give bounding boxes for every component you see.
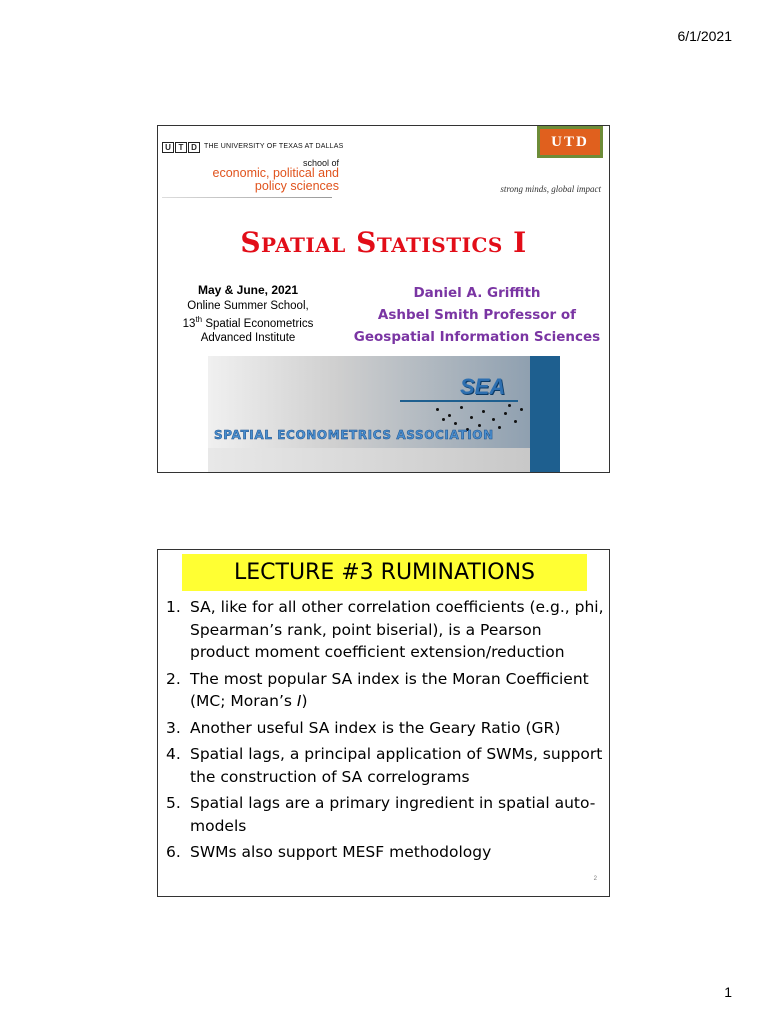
- list-item: [166, 717, 606, 740]
- event-line: Online Summer School,: [187, 300, 309, 312]
- page-number: 1: [724, 984, 732, 1000]
- list-item-number: 5.: [166, 794, 181, 812]
- list-item-text-italic: I: [296, 692, 302, 710]
- list-item-number: 4.: [166, 745, 181, 763]
- title-slide: [157, 125, 610, 473]
- list-item-text: Spatial lags are a primary ingredient in spatial auto-models: [190, 794, 596, 835]
- list-item-text: SA, like for all other correlation coefficients (e.g., phi, Spearman’s rank, point biserial), is a Pearson product moment coefficient extension/reduction: [190, 598, 604, 661]
- utd-logo-letter: D: [188, 142, 200, 153]
- presenter-info: [346, 282, 608, 348]
- list-item-text-part: The most popular SA index is the Moran Coefficient (MC; Moran’s: [190, 669, 589, 710]
- ruminations-slide: [157, 549, 610, 897]
- sea-banner-sidebar: [530, 356, 560, 473]
- sea-dot: [448, 414, 451, 417]
- list-item-number: 2.: [166, 669, 181, 688]
- sea-dot: [454, 422, 457, 425]
- sea-dot: [436, 408, 439, 411]
- list-item-number: 6.: [166, 843, 181, 861]
- ruminations-list: [166, 596, 606, 868]
- utd-logo: [537, 126, 603, 158]
- list-item: [166, 668, 606, 713]
- list-item-text: SWMs also support MESF methodology: [190, 843, 492, 861]
- list-item: [166, 743, 606, 788]
- presenter-name: Daniel A. Griffith: [413, 285, 541, 301]
- sea-dot: [504, 412, 507, 415]
- list-item-text-part: ): [301, 692, 308, 710]
- school-underline: [162, 197, 332, 198]
- university-name: THE UNIVERSITY OF TEXAS AT DALLAS: [204, 143, 344, 150]
- sea-dot: [514, 420, 517, 423]
- utd-small-logo: [162, 142, 201, 153]
- list-item: [166, 792, 606, 837]
- sea-dot: [442, 418, 445, 421]
- sea-dot: [470, 416, 473, 419]
- sea-dot: [492, 418, 495, 421]
- event-info: [158, 283, 338, 345]
- sea-association-name: SPATIAL ECONOMETRICS ASSOCIATION: [214, 428, 494, 442]
- utd-logo-text: UTD: [540, 129, 600, 155]
- list-item-number: 1.: [166, 598, 181, 616]
- list-item: [166, 841, 606, 864]
- school-name-line: economic, political and: [212, 166, 339, 180]
- event-line-rest: Spatial Econometrics: [202, 317, 314, 330]
- tagline: strong minds, global impact: [500, 184, 601, 194]
- sea-dot: [520, 408, 523, 411]
- event-line-superscript: th: [195, 315, 203, 324]
- event-line-number: 13: [182, 317, 196, 330]
- presenter-title: Geospatial Information Sciences: [353, 329, 601, 345]
- utd-logo-letter: T: [175, 142, 187, 153]
- presenter-title: Ashbel Smith Professor of: [377, 307, 577, 323]
- list-item-text: Another useful SA index is the Geary Ratio (GR): [190, 718, 561, 737]
- list-item: [166, 596, 606, 664]
- slide-title: Spatial Statistics I: [240, 226, 527, 259]
- sea-banner: [208, 356, 603, 473]
- school-name-line: policy sciences: [254, 179, 339, 193]
- sea-banner-bottom: [208, 448, 530, 473]
- list-item-text: [190, 668, 606, 713]
- event-line: [158, 313, 338, 331]
- sea-logo: SEA: [460, 374, 506, 399]
- list-item-number: 3.: [166, 718, 181, 737]
- event-line: Advanced Institute: [200, 331, 296, 344]
- slide-number: 2: [593, 876, 597, 882]
- school-of-label: school of: [302, 158, 339, 168]
- list-item-text: Spatial lags, a principal application of SWMs, support the construction of SA correlograms: [190, 745, 603, 786]
- lecture-title: LECTURE #3 RUMINATIONS: [182, 554, 587, 591]
- utd-logo-letter: U: [162, 142, 174, 153]
- sea-dot: [478, 424, 481, 427]
- sea-dot: [508, 404, 511, 407]
- event-date: May & June, 2021: [197, 283, 299, 297]
- sea-logo-line: [400, 400, 518, 402]
- sea-dot: [498, 426, 501, 429]
- sea-dot: [482, 410, 485, 413]
- sea-dot: [460, 406, 463, 409]
- page-date: 6/1/2021: [677, 28, 732, 44]
- school-name: [213, 167, 339, 193]
